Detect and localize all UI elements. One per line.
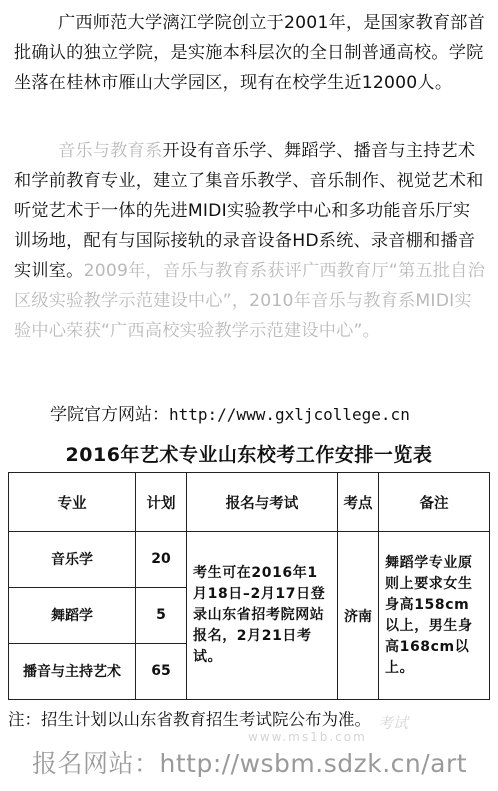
cell-notes <box>379 532 490 700</box>
table-row <box>9 532 490 588</box>
header-plan: 计划 <box>136 473 187 532</box>
header-notes: 备注 <box>379 473 490 532</box>
website-url[interactable]: http://www.gxljcollege.cn <box>169 405 410 424</box>
cell-major: 播音与主持艺术 <box>9 643 136 699</box>
website-line <box>50 400 410 425</box>
notes-text: 舞蹈学专业原则上要求女生身高158cm以上，男生身高168cm以上。 <box>385 554 473 676</box>
header-registration: 报名与考试 <box>187 473 338 532</box>
watermark-text: 考试 <box>378 714 409 732</box>
footnote: 注：招生计划以山东省教育招生考试院公布为准。 <box>8 710 371 729</box>
cell-plan: 65 <box>136 643 187 699</box>
intro-paragraph-1 <box>14 8 486 98</box>
apply-website: 报名网站：http://wsbm.sdzk.cn/art <box>32 749 468 778</box>
watermark-url: www.ms1b.com <box>248 730 367 744</box>
cell-registration <box>187 532 338 700</box>
website-label: 学院官方网站： <box>50 405 169 425</box>
header-major: 专业 <box>9 473 136 532</box>
intro-paragraph-2 <box>14 136 486 346</box>
cell-plan: 20 <box>136 532 187 588</box>
header-site: 考点 <box>338 473 379 532</box>
intro-faded-start: 音乐与教育系 <box>58 141 163 161</box>
intro-faded-end: 2009年，音乐与教育系获评广西教育厅“第五批自治区级实验教学示范建设中心”，2010年音乐与教育系MIDI实验中心荣获“广西高校实验教学示范建设中心”。 <box>14 261 485 341</box>
table-header-row <box>9 473 490 532</box>
intro-text-2: 开设有音乐学、舞蹈学、播音与主持艺术和学前教育专业，建立了集音乐教学、音乐制作、视觉艺术和听觉艺术于一体的先进MIDI实验教学中心和多功能音乐厅实训场地，配有与国际接轨的录音设备HD系统、录音棚和播音实训室。 <box>14 141 484 281</box>
table-title: 2016年艺术专业山东校考工作安排一览表 <box>65 444 433 466</box>
intro-text-1: 广西师范大学漓江学院创立于2001年，是国家教育部首批确认的独立学院，是实施本科层次的全日制普通高校。学院坐落在桂林市雁山大学园区，现有在校学生近12000人。 <box>14 13 486 93</box>
cell-major: 舞蹈学 <box>9 587 136 643</box>
cell-site: 济南 <box>338 532 379 700</box>
cell-plan: 5 <box>136 587 187 643</box>
exam-schedule-table <box>8 472 490 700</box>
registration-text: 考生可在2016年1月18日–2月17日登录山东省招考院网站报名，2月21日考试。 <box>193 565 326 665</box>
cell-major: 音乐学 <box>9 532 136 588</box>
